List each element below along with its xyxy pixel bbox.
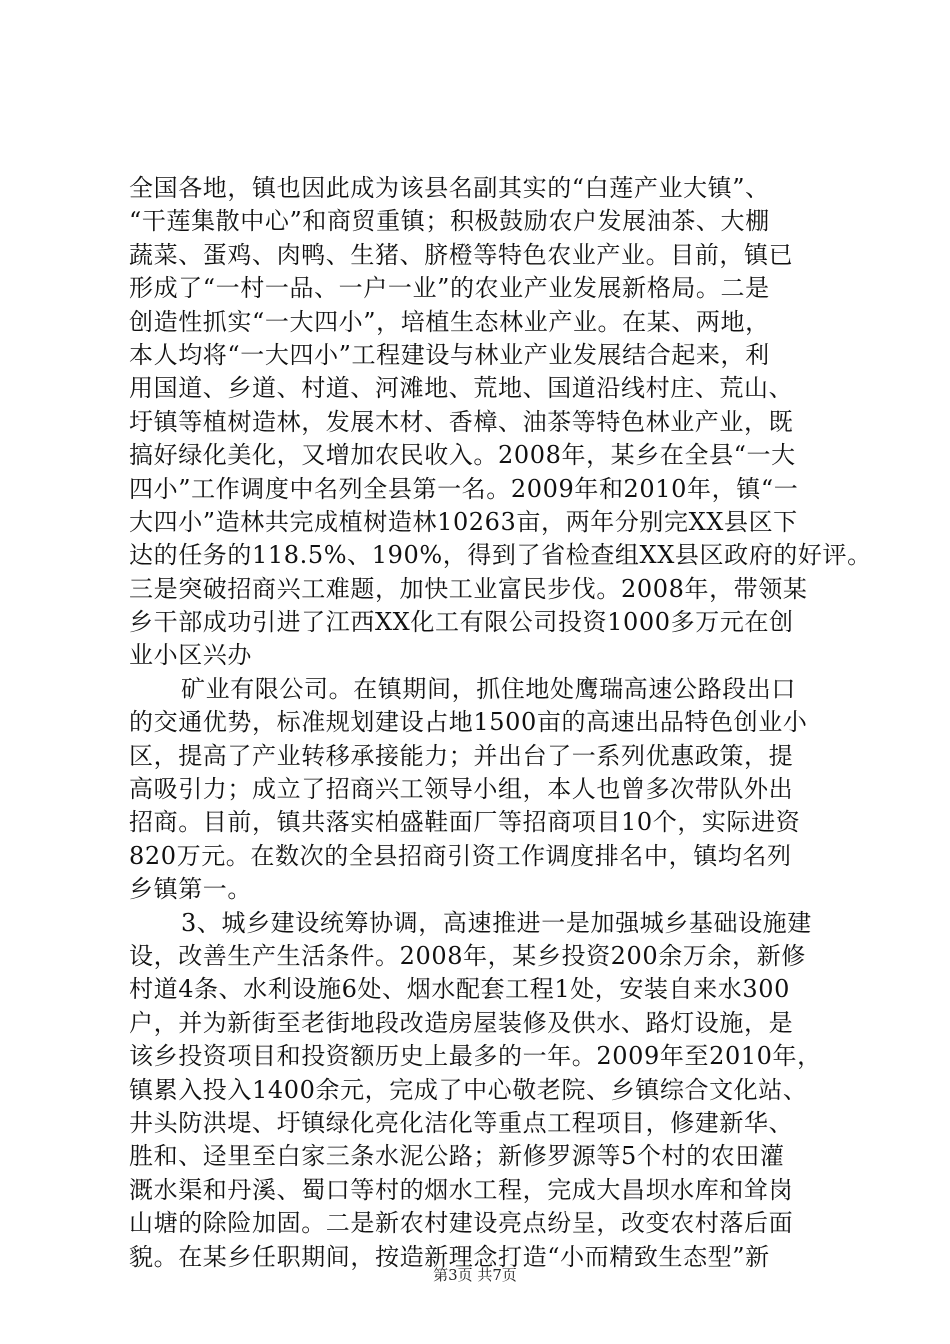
- text-line: 形成了“一村一品、一户一业”的农业产业发展新格局。二是: [129, 274, 770, 303]
- text-line: 创造性抓实“一大四小”，培植生态林业产业。在某、两地，: [129, 307, 770, 336]
- text-line: 区，提高了产业转移承接能力；并出台了一系列优惠政策，提: [129, 741, 794, 770]
- text-line: 本人均将“一大四小”工程建设与林业产业发展结合起来，利: [129, 340, 770, 369]
- text-line: 井头防洪堤、圩镇绿化亮化洁化等重点工程项目，修建新华、: [129, 1108, 794, 1137]
- text-line: 的交通优势，标准规划建设占地1500亩的高速出品特色创业小: [129, 708, 808, 737]
- body-text: [129, 172, 872, 1274]
- page-number: 第3页 共7页: [433, 1266, 517, 1284]
- text-line: 招商。目前，镇共落实柏盛鞋面厂等招商项目10个，实际进资: [129, 808, 801, 837]
- text-line: 820万元。在数次的全县招商引资工作调度排名中，镇均名列: [129, 841, 792, 870]
- text-line: 设，改善生产生活条件。2008年，某乡投资200余万余，新修: [129, 941, 806, 970]
- text-line: 圩镇等植树造林，发展木材、香樟、油茶等特色林业产业，既: [129, 407, 794, 436]
- text-line: 全国各地，镇也因此成为该县名副其实的“白莲产业大镇”、: [129, 174, 770, 202]
- text-line: 镇累入投入1400余元，完成了中心敬老院、乡镇综合文化站、: [129, 1075, 808, 1104]
- text-line: 矿业有限公司。在镇期间，抓住地处鹰瑞高速公路段出口: [181, 674, 796, 703]
- text-line: 达的任务的118.5%、190%，得到了省检查组XX县区政府的好评。: [129, 541, 872, 570]
- text-line: 蔬菜、蛋鸡、肉鸭、生猪、脐橙等特色农业产业。目前，镇已: [129, 240, 794, 269]
- text-line: 村道4条、水利设施6处、烟水配套工程1处，安装自来水300: [129, 975, 791, 1004]
- text-line: 溉水渠和丹溪、蜀口等村的烟水工程，完成大昌坝水库和耸岗: [129, 1175, 794, 1204]
- text-line: “干莲集散中心”和商贸重镇；积极鼓励农户发展油茶、大棚: [129, 207, 770, 236]
- text-line: 户，并为新街至老街地段改造房屋装修及供水、路灯设施，是: [129, 1008, 794, 1037]
- text-line: 搞好绿化美化，又增加农民收入。2008年，某乡在全县“一大: [129, 441, 796, 470]
- text-line: 乡镇第一。: [129, 875, 252, 904]
- text-line: 用国道、乡道、村道、河滩地、荒地、国道沿线村庄、荒山、: [129, 374, 794, 403]
- text-line: 貌。在某乡任职期间，按造新理念打造“小而精致生态型”新: [129, 1242, 770, 1271]
- text-line: 高吸引力；成立了招商兴工领导小组，本人也曾多次带队外出: [129, 775, 794, 804]
- text-line: 大四小”造林共完成植树造林10263亩，两年分别完XX县区下: [129, 507, 798, 536]
- text-line: 四小”工作调度中名列全县第一名。2009年和2010年，镇“一: [129, 474, 799, 503]
- text-line: 业小区兴办: [129, 641, 252, 670]
- text-line: 山塘的除险加固。二是新农村建设亮点纷呈，改变农村落后面: [129, 1209, 794, 1238]
- text-line: 三是突破招商兴工难题，加快工业富民步伐。2008年，带领某: [129, 574, 808, 603]
- text-line: 胜和、迳里至白家三条水泥公路；新修罗源等5个村的农田灌: [129, 1142, 785, 1171]
- text-line: 该乡投资项目和投资额历史上最多的一年。2009年至2010年，: [129, 1042, 822, 1071]
- text-line: 乡干部成功引进了江西XX化工有限公司投资1000多万元在创: [129, 608, 794, 637]
- text-line: 3、城乡建设统筹协调，高速推进一是加强城乡基础设施建: [181, 908, 812, 937]
